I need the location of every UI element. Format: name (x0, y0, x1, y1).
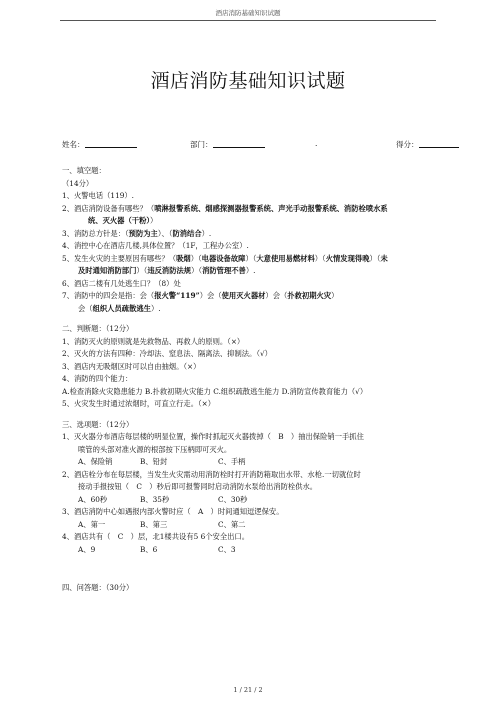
choice-q3: 3、酒店消防中心如遇报内部火警时应（ A ）时间通知逗逻保安。 (62, 507, 284, 516)
judge-q1: 1、消防灭火的原则就是先救物品、再救人的原则。（×） (62, 336, 245, 346)
dot-mark: . (315, 139, 318, 148)
header-rule (60, 20, 436, 21)
judge-q4: 4、消防的四个能力： (62, 374, 133, 383)
page-title: 酒店消防基础知识试题 (150, 70, 346, 92)
choice-q1-options: A、保险销 B、铅封 C、手柄 (78, 457, 246, 466)
judge-q5: 5、火灾发生时通过浓烟时，可直立行走。（×） (62, 399, 216, 408)
fill-q2: 2、酒店消防设备有哪些？（喷淋报警系统、烟感探测器报警系统、声光手动报警系统、消防栓喷水系 (62, 203, 388, 213)
fill-q1: 1、火警电话（119）. (62, 191, 134, 200)
dept-label: 部门： (190, 140, 213, 149)
fill-q7: 7、消防中的四会是指：会（报火警“119”）会（使用灭火器材）会（扑救初期火灾） (62, 291, 339, 300)
name-label: 姓名： (62, 140, 85, 149)
score-label: 得分： (396, 140, 419, 149)
score-field (396, 139, 459, 150)
fill-q2-cont: 统、灭火器（干粉）） (88, 216, 158, 225)
exam-body (62, 165, 452, 595)
fill-q4: 4、消控中心在酒店几楼,具体位置？（1F，工程办公室）. (62, 241, 249, 250)
section-3-heading: 三、选项题：（12分） (62, 419, 134, 429)
dept-field (190, 139, 265, 150)
running-header: 酒店消防基础知识试题 (215, 9, 281, 17)
judge-q2: 2、灭火的方法有四种：冷却法、窒息法、隔离法、抑制法。（√） (62, 349, 272, 358)
section-2-heading: 二、判断题：（12分） (62, 324, 134, 333)
score-blank (419, 139, 459, 148)
section-1-points: （14分） (62, 178, 94, 188)
dept-blank (213, 139, 265, 148)
choice-q3-options: A、第一 B、第三 C、第二 (78, 519, 246, 529)
choice-q1-cont: 喷管的头部对准火源的根部按下压柄即可灭火。 (78, 444, 232, 454)
choice-q2: 2、酒店栓分布在每层楼，当发生火灾需动用消防栓时打开消防箱取出水带、水枪.一切就位时 (62, 469, 361, 479)
judge-q4-options: A.检查消除火灾隐患能力 B.扑救初期火灾能力 C.组织疏散逃生能力 D.消防宣传教育能力（√） (62, 386, 368, 396)
fill-q5-cont: 及时通知消防部门）（违反消防法规）（消防管理不善）. (78, 266, 256, 275)
section-1-heading: 一、填空题： (62, 166, 106, 175)
page-footer: 1 / 21 / 2 (233, 686, 263, 694)
choice-q4: 4、酒店共有（ C ）层，北1楼共设有5 6个安全出口。 (62, 532, 250, 541)
fill-q7-cont: 会（组织人员疏散逃生）. (78, 303, 161, 313)
fill-q5: 5、发生火灾的主要原因有哪些？（吸烟）（电器设备故障）（大意使用易燃材料）（火情发现得晚）（未 (62, 253, 388, 263)
fill-q3: 3、消防总方针是：（预防为主）、（防消结合）. (62, 228, 212, 238)
choice-q2-options: A、60秒 B、35秒 C、30秒 (78, 494, 248, 504)
choice-q2-cont: 接动手报按钮（ C ）秒后即可报警同时启动消防水泵给出消防栓供水。 (78, 482, 318, 491)
judge-q3: 3、酒店内无吸烟区时可以自由抽烟。（×） (62, 361, 201, 371)
choice-q4-options: A、9 B、6 C、3 (78, 544, 236, 554)
name-blank (85, 139, 137, 148)
section-4-heading: 四、问答题：（30分） (62, 583, 134, 592)
fill-q6: 6、酒店二楼有几处逃生口？（8）处 (62, 278, 181, 288)
choice-q1: 1、灭火器分布酒店每层楼的明显位置，操作时抓起灭火器拨掉（ B ）抽出保险销一手抓住 (62, 432, 364, 441)
name-field (62, 139, 137, 150)
